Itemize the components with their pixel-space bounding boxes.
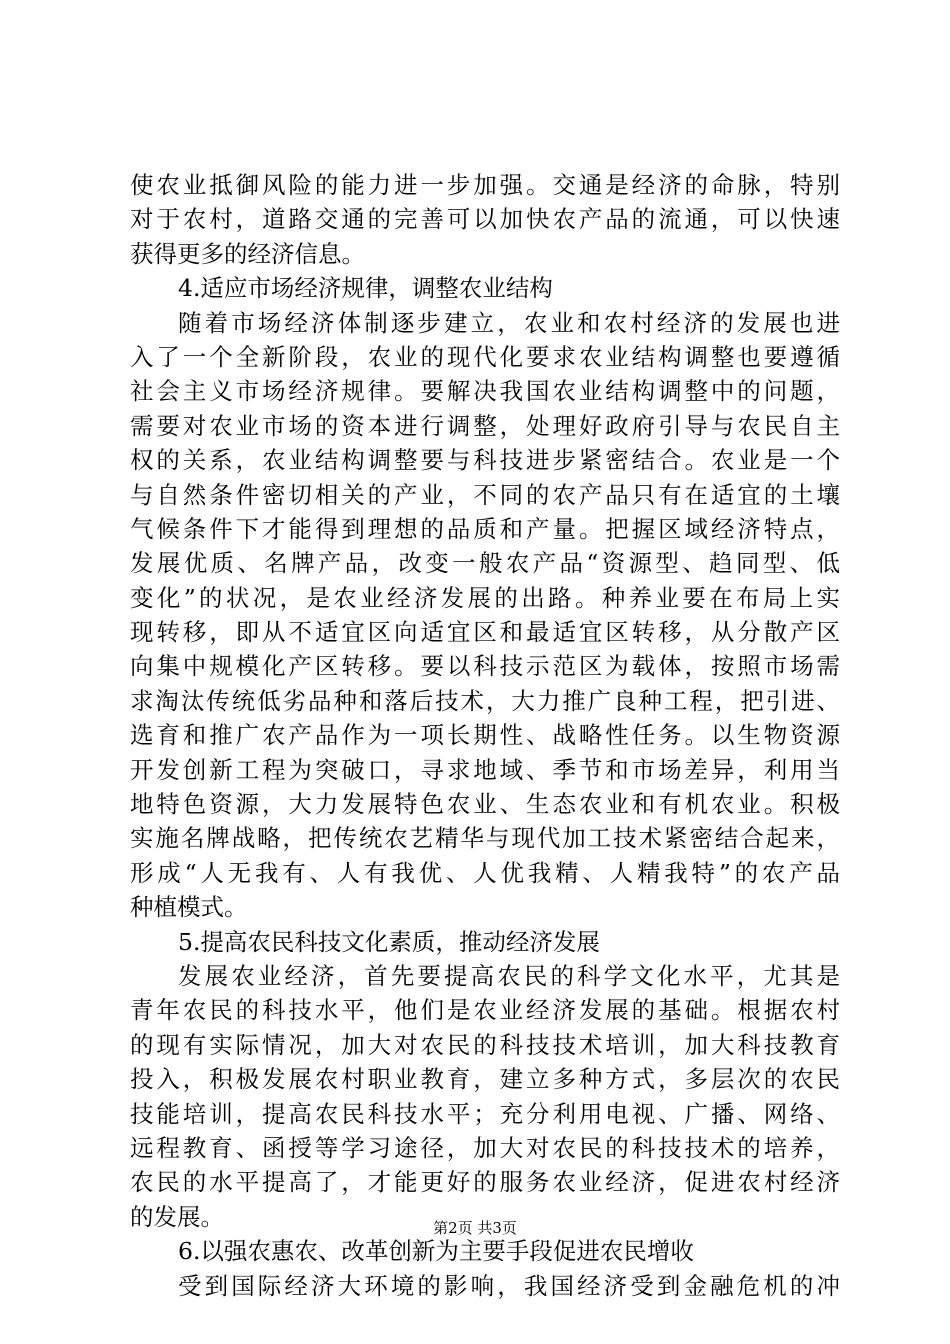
text-line: 的发展。 [130,1202,224,1231]
text-line: 地特色资源，大力发展特色农业、生态农业和有机农业。积极 [130,790,840,819]
text-line: 远程教育、函授等学习途径，加大对农民的科技技术的培养， [130,1133,840,1162]
text-line: 需要对农业市场的资本进行调整，处理好政府引导与农民自主 [130,411,840,440]
text-line: 的现有实际情况，加大对农民的科技技术培训，加大科技教育 [130,1030,840,1059]
text-line: 向集中规模化产区转移。要以科技示范区为载体，按照市场需 [130,652,840,681]
text-line: 与自然条件密切相关的产业，不同的农产品只有在适宜的土壤 [130,480,840,509]
text-line: 实施名牌战略，把传统农艺精华与现代加工技术紧密结合起来， [130,824,840,853]
text-line: 农民的水平提高了，才能更好的服务农业经济，促进农村经济 [130,1168,840,1197]
section-heading: 4.适应市场经济规律，调整农业结构 [178,274,553,303]
text-line: 开发创新工程为突破口，寻求地域、季节和市场差异，利用当 [130,755,840,784]
text-line: 权的关系，农业结构调整要与科技进步紧密结合。农业是一个 [130,446,840,475]
text-line: 气候条件下才能得到理想的品质和产量。把握区域经济特点， [130,514,840,543]
text-line: 技能培训，提高农民科技水平；充分利用电视、广播、网络、 [130,1099,840,1128]
text-line: 发展农业经济，首先要提高农民的科学文化水平，尤其是 [178,961,840,990]
document-body [130,168,840,1303]
text-line: 青年农民的科技水平，他们是农业经济发展的基础。根据农村 [130,996,840,1025]
text-line: 投入，积极发展农村职业教育，建立多种方式，多层次的农民 [130,1065,840,1094]
text-line: 对于农村，道路交通的完善可以加快农产品的流通，可以快速 [130,205,840,234]
text-line: 选育和推广农产品作为一项长期性、战略性任务。以生物资源 [130,721,840,750]
text-line: 社会主义市场经济规律。要解决我国农业结构调整中的问题， [130,377,840,406]
text-line: 获得更多的经济信息。 [130,239,365,268]
text-line: 种植模式。 [130,893,248,922]
text-line: 形成“人无我有、人有我优、人优我精、人精我特”的农产品 [130,858,840,887]
text-line: 使农业抵御风险的能力进一步加强。交通是经济的命脉，特别 [130,171,840,199]
text-line: 入了一个全新阶段，农业的现代化要求农业结构调整也要遵循 [130,342,840,371]
section-heading: 5.提高农民科技文化素质，推动经济发展 [178,927,600,956]
text-line: 受到国际经济大环境的影响，我国经济受到金融危机的冲 [178,1271,840,1300]
text-line: 发展优质、名牌产品，改变一般农产品“资源型、趋同型、低 [130,549,840,578]
text-line: 变化”的状况，是农业经济发展的出路。种养业要在布局上实 [130,583,840,612]
text-line: 求淘汰传统低劣品种和落后技术，大力推广良种工程，把引进、 [130,686,840,715]
text-line: 随着市场经济体制逐步建立，农业和农村经济的发展也进 [178,308,840,337]
section-heading: 6.以强农惠农、改革创新为主要手段促进农民增收 [178,1237,694,1266]
text-line: 现转移，即从不适宜区向适宜区和最适宜区转移，从分散产区 [130,618,840,647]
page-footer: 第2页 共3页 [433,1219,517,1237]
